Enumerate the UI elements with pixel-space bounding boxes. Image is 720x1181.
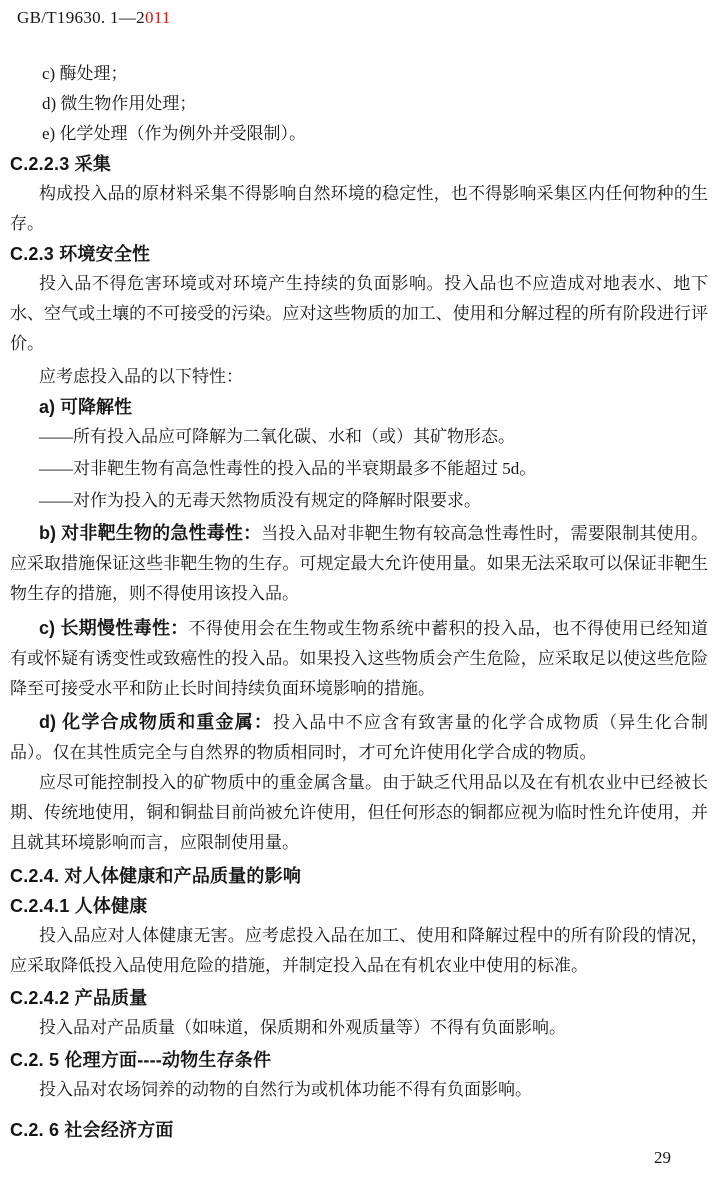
paragraph: 投入品对农场饲养的动物的自然行为或机体功能不得有负面影响。 [39,1080,532,1099]
lead-paragraph [10,707,708,768]
lead-paragraph [10,518,708,609]
lead-paragraph [10,613,708,704]
lead-label: b) 对非靶生物的急性毒性： [39,523,262,543]
section-heading: C.2.3 环境安全性 [10,244,151,264]
list-item: c) 酶处理； [42,64,128,83]
paragraph: 投入品应对人体健康无害。应考虑投入品在加工、使用和降解过程中的所有阶段的情况，应采取降低投入品使用危险的措施，并制定投入品在有机农业中使用的标准。 [10,926,708,975]
section-heading: C.2. 6 社会经济方面 [10,1120,174,1140]
document-body [10,59,708,1145]
lead-label: c) 长期慢性毒性： [39,618,189,638]
standard-code-black: GB/T19630. 1—2 [17,8,145,27]
lead-text: 当投入品对非靶生物有较高急性毒性时，需要限制其使用。应采取措施保证这些非靶生物的生存。可规定最大允许使用量。如果无法采取可以保证非靶生物生存的措施，则不得使用该投入品。 [10,524,708,603]
paragraph: 构成投入品的原材料采集不得影响自然环境的稳定性，也不得影响采集区内任何物种的生存。 [10,184,708,233]
section-heading: C.2.4.1 人体健康 [10,896,148,916]
lead-text: 不得使用会在生物或生物系统中蓄积的投入品，也不得使用已经知道有或怀疑有诱变性或致癌性的投入品。如果投入这些物质会产生危险，应采取足以使这些危险降至可接受水平和防止长时间持续负面环境影响的措施。 [10,619,709,698]
lead-label: d) 化学合成物质和重金属： [39,712,274,732]
section-heading: C.2.4.2 产品质量 [10,988,148,1008]
sub-heading: a) 可降解性 [39,397,133,417]
dash-list-item: ——所有投入品应可降解为二氧化碳、水和（或）其矿物形态。 [39,427,515,446]
paragraph: 投入品不得危害环境或对环境产生持续的负面影响。投入品也不应造成对地表水、地下水、空气或土壤的不可接受的污染。应对这些物质的加工、使用和分解过程的所有阶段进行评价。 [10,274,708,353]
dash-list-item: ——对作为投入的无毒天然物质没有规定的降解时限要求。 [39,491,481,510]
list-item: d) 微生物作用处理； [42,94,197,113]
lead-text: 投入品中不应含有致害量的化学合成物质（异生化合制品）。仅在其性质完全与自然界的物质相同时，才可允许使用化学合成的物质。 [10,713,708,762]
section-heading: C.2.2.3 采集 [10,154,112,174]
standard-code-red: 011 [144,8,171,27]
list-item: e) 化学处理（作为例外并受限制）。 [42,124,306,143]
paragraph: 投入品对产品质量（如味道，保质期和外观质量等）不得有负面影响。 [39,1018,566,1037]
paragraph: 应考虑投入品的以下特性： [39,367,243,386]
paragraph: 应尽可能控制投入的矿物质中的重金属含量。由于缺乏代用品以及在有机农业中已经被长期、传统地使用，铜和铜盐目前尚被允许使用，但任何形态的铜都应视为临时性允许使用，并且就其环境影响而言，应限制使用量。 [10,773,708,852]
section-heading: C.2.4. 对人体健康和产品质量的影响 [10,866,302,886]
page-number: 29 [654,1148,671,1167]
standard-code-header [17,8,708,28]
dash-list-item: ——对非靶生物有高急性毒性的投入品的半衰期最多不能超过 5d。 [39,459,537,478]
section-heading: C.2. 5 伦理方面----动物生存条件 [10,1050,272,1070]
